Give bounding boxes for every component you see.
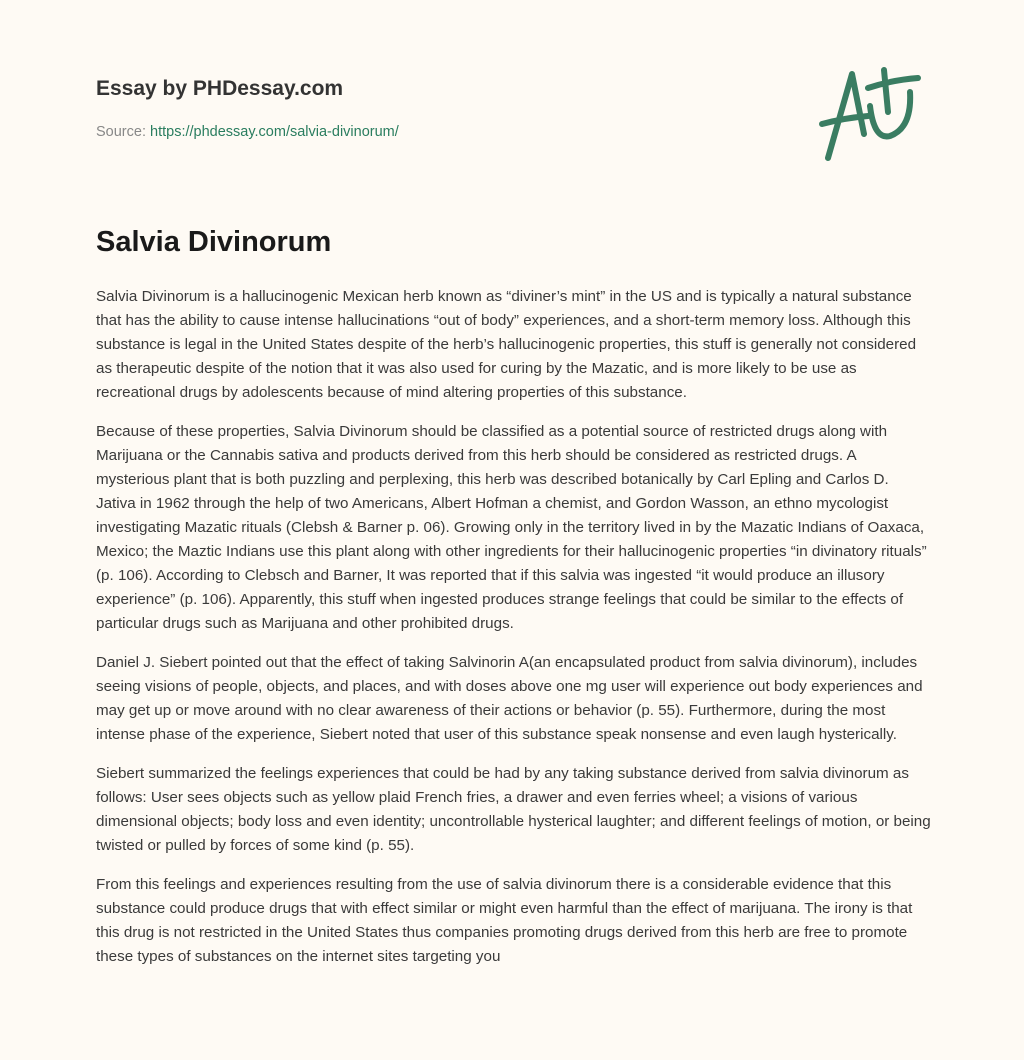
paragraph: Salvia Divinorum is a hallucinogenic Mexican herb known as “diviner’s mint” in the US and is typically a natural substance that has the ability to cause intense hallucinations “out of body” experiences, and a short-term memory loss. Although this substance is legal in the United States despite of the herb’s hallucinogenic properties, this stuff is generally not considered as therapeutic despite of the notion that it was also used for curing by the Mazatic, and is more likely to be use as recreational drugs by adolescents because of mind altering properties of this substance. bbox=[96, 288, 917, 401]
article-body bbox=[96, 285, 932, 984]
source-line bbox=[96, 124, 399, 140]
paragraph: Siebert summarized the feelings experiences that could be had by any taking substance derived from salvia divinorum as follows: User sees objects such as yellow plaid French fries, a drawer and even ferries wheel; a visions of various dimensional objects; body loss and even identity; uncontrollable hysterical laughter; and different feelings of motion, or being twisted or pulled by forces of some kind (p. 55). bbox=[96, 765, 931, 854]
site-brand: Essay by PHDessay.com bbox=[96, 77, 344, 100]
source-label: Source: bbox=[96, 124, 146, 140]
article-title: Salvia Divinorum bbox=[96, 226, 332, 258]
paragraph: Because of these properties, Salvia Divinorum should be classified as a potential source of restricted drugs along with Marijuana or the Cannabis sativa and products derived from this herb should be considered as restricted drugs. A mysterious plant that is both puzzling and perplexing, this herb was described botanically by Carl Epling and Carlos D. Jativa in 1962 through the help of two Americans, Albert Hofman a chemist, and Gordon Wasson, an ethno mycologist investigating Mazatic rituals (Clebsh & Barner p. 06). Growing only in the territory lived in by the Mazatic Indians of Oaxaca, Mexico; the Maztic Indians use this plant along with other ingredients for their hallucinogenic properties “in divinatory rituals” (p. 106). According to Clebsch and Barner, It was reported that if this salvia was ingested “it would produce an illusory experience” (p. 106). Apparently, this stuff when ingested produces strange feelings that could be similar to the effects of particular drugs such as Marijuana and other prohibited drugs. bbox=[96, 423, 927, 632]
paragraph: Daniel J. Siebert pointed out that the effect of taking Salvinorin A(an encapsulated product from salvia divinorum), includes seeing visions of people, objects, and places, and with doses above one mg user will experience out body experiences and may get up or move around with no clear awareness of their actions or behavior (p. 55). Furthermore, during the most intense phase of the experience, Siebert noted that user of this substance speak nonsense and even laugh hysterically. bbox=[96, 654, 923, 743]
source-link[interactable]: https://phdessay.com/salvia-divinorum/ bbox=[150, 124, 399, 140]
a-plus-logo bbox=[818, 66, 930, 166]
paragraph: From this feelings and experiences resulting from the use of salvia divinorum there is a considerable evidence that this substance could produce drugs that with effect similar or might even harmful than the effect of marijuana. The irony is that this drug is not restricted in the United States thus companies promoting drugs derived from this herb are free to promote these types of substances on the internet sites targeting you bbox=[96, 876, 913, 965]
